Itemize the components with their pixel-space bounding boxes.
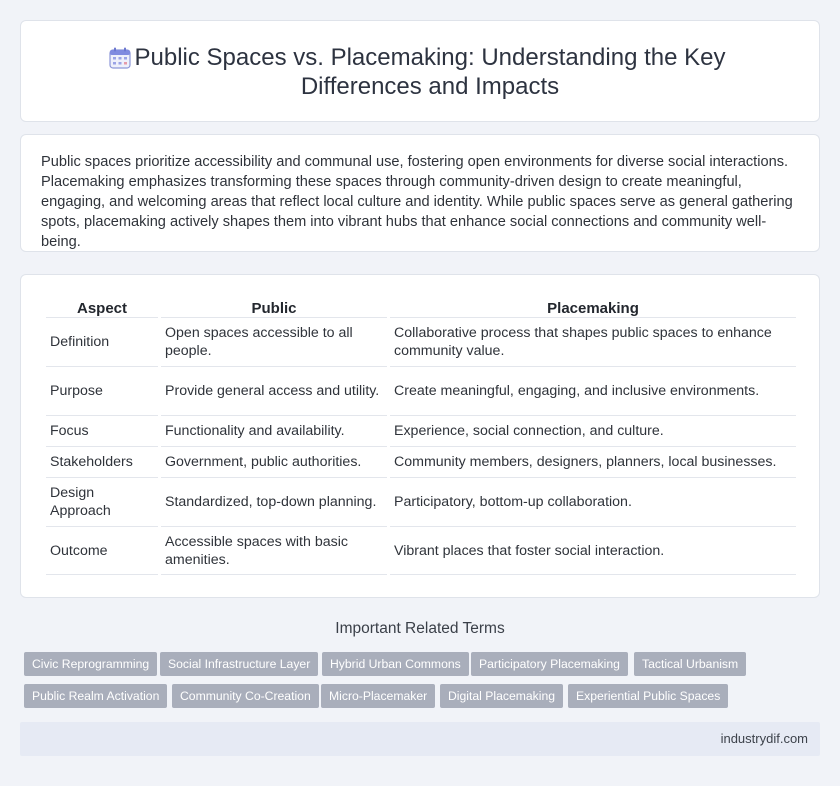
page-title: Public Spaces vs. Placemaking: Understanding the Key Differences and Impacts bbox=[134, 44, 726, 100]
table-row bbox=[46, 415, 796, 446]
related-tag[interactable]: Micro-Placemaker bbox=[321, 684, 435, 708]
related-tag[interactable]: Digital Placemaking bbox=[440, 684, 563, 708]
related-tag[interactable]: Public Realm Activation bbox=[24, 684, 167, 708]
intro-paragraph: Public spaces prioritize accessibility and communal use, fostering open environments for diverse social interactions. Placemaking emphasizes transforming these spaces through community-driven design to create meaningful, engaging, and welcoming areas that reflect local culture and identity. While public spaces serve as general gathering spots, placemaking actively shapes them into vibrant hubs that enhance social connections and community well-being. bbox=[41, 154, 793, 250]
related-terms-title: Important Related Terms bbox=[335, 620, 505, 637]
related-tag[interactable]: Hybrid Urban Commons bbox=[322, 652, 469, 676]
cell-aspect: Focus bbox=[46, 415, 158, 446]
table-row bbox=[46, 477, 796, 526]
cell-placemaking: Create meaningful, engaging, and inclusive environments. bbox=[390, 366, 796, 415]
cell-placemaking: Participatory, bottom-up collaboration. bbox=[390, 477, 796, 526]
cell-public: Open spaces accessible to all people. bbox=[161, 317, 387, 366]
related-tag[interactable]: Experiential Public Spaces bbox=[568, 684, 728, 708]
cell-public: Accessible spaces with basic amenities. bbox=[161, 526, 387, 575]
related-tag[interactable]: Civic Reprogramming bbox=[24, 652, 157, 676]
title-card bbox=[20, 20, 820, 122]
comparison-table bbox=[43, 295, 799, 575]
cell-placemaking: Vibrant places that foster social interaction. bbox=[390, 526, 796, 575]
table-row bbox=[46, 446, 796, 477]
related-tag[interactable]: Participatory Placemaking bbox=[471, 652, 628, 676]
cell-aspect: Design Approach bbox=[46, 477, 158, 526]
cell-aspect: Stakeholders bbox=[46, 446, 158, 477]
related-tag[interactable]: Social Infrastructure Layer bbox=[160, 652, 318, 676]
comparison-card bbox=[20, 274, 820, 598]
table-row bbox=[46, 366, 796, 415]
cell-placemaking: Experience, social connection, and culture. bbox=[390, 415, 796, 446]
table-row bbox=[46, 526, 796, 575]
footer-site[interactable]: industrydif.com bbox=[720, 731, 808, 746]
cell-public: Government, public authorities. bbox=[161, 446, 387, 477]
table-header-row bbox=[46, 295, 796, 317]
related-tag[interactable]: Tactical Urbanism bbox=[634, 652, 746, 676]
header-aspect: Aspect bbox=[76, 299, 128, 317]
cell-public: Provide general access and utility. bbox=[161, 366, 387, 415]
related-tag[interactable]: Community Co-Creation bbox=[172, 684, 319, 708]
intro-card bbox=[20, 134, 820, 252]
cell-aspect: Outcome bbox=[46, 526, 158, 575]
cell-placemaking: Community members, designers, planners, local businesses. bbox=[390, 446, 796, 477]
cell-public: Functionality and availability. bbox=[161, 415, 387, 446]
cell-placemaking: Collaborative process that shapes public spaces to enhance community value. bbox=[390, 317, 796, 366]
table-row bbox=[46, 317, 796, 366]
footer-bar bbox=[20, 722, 820, 756]
cell-public: Standardized, top-down planning. bbox=[161, 477, 387, 526]
cell-aspect: Definition bbox=[46, 317, 158, 366]
header-placemaking: Placemaking bbox=[547, 299, 639, 317]
cell-aspect: Purpose bbox=[46, 366, 158, 415]
header-public: Public bbox=[251, 299, 297, 317]
